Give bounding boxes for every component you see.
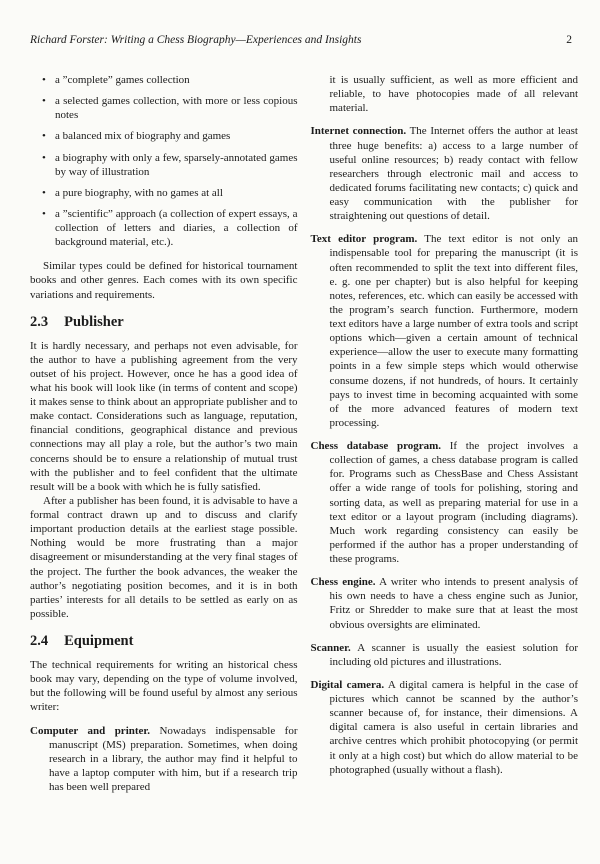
desc-text: A scanner is usually the easiest solution for including old pictures and illustrations. xyxy=(329,641,578,668)
bullet-item: • a pure biography, with no games at all xyxy=(42,186,298,200)
section-heading-publisher xyxy=(30,315,298,331)
section-number: 2.3 xyxy=(30,313,49,330)
desc-text: A writer who intends to present analysis of his own needs to have a chess engine such as Junior, Fritz or Shredder to make sure that at least the most obvious oversights are eliminated. xyxy=(329,576,579,631)
paragraph-similar-types: Similar types could be defined for historical tournament books and other genres. Each comes with its own specific variations and requirements. xyxy=(30,260,298,301)
desc-item-digital-camera xyxy=(311,678,579,777)
page-number: 2 xyxy=(566,34,572,46)
section-heading-equipment xyxy=(30,634,298,650)
desc-term: Internet connection. xyxy=(310,125,407,138)
desc-term: Text editor program. xyxy=(310,233,418,246)
desc-text: A digital camera is helpful in the case of pictures which cannot be scanned by the author’s scanner because of, for instance, their dimensions. A digital camera is also useful in certain libraries and archive centres which prohibit photocopying (or permit it only at a high cost) but which do allow material to be photographed (usually without a flash). xyxy=(329,678,578,776)
desc-item-scanner xyxy=(311,641,579,669)
publisher-paragraph-2: After a publisher has been found, it is advisable to have a formal contract drawn up and to discuss and clarify important production details at the earliest stage possible. Nothing would be more frustrating than a major disagreement or misunderstanding at the very final stages of the project. The further the book advances, the weaker the author’s negotiating position becomes, and it is in both parties’ interests for all details to be settled as early on as possible. xyxy=(30,494,298,620)
bullet-item: • a ”scientific” approach (a collection of expert essays, a collection of letters and diaries, a collection of background material, etc.). xyxy=(42,207,298,249)
section-title: Publisher xyxy=(64,313,124,330)
section-title: Equipment xyxy=(64,633,134,650)
desc-item-chess-database-program xyxy=(311,439,579,566)
bullet-item: • a ”complete” games collection xyxy=(42,73,298,87)
running-header-title: Richard Forster: Writing a Chess Biography—Experiences and Insights xyxy=(30,34,362,46)
desc-item-chess-engine xyxy=(311,575,579,632)
desc-term: Scanner. xyxy=(310,641,351,654)
bullet-item: • a biography with only a few, sparsely-annotated games by way of illustration xyxy=(42,151,298,179)
desc-text: The text editor is not only an indispensable tool for preparing the manuscript (it is often recommended to split the text into different files, e. g. one per chapter) but is also helpful for keeping notes, references, etc. which can easily be accessed with the program’s search function. Furthermore, modern text editors have a large number of extra tools and script options which—given a certain amount of technical experience—allow the user to execute many formatting points in a few simple steps which would otherwise consume dozens, if not hundreds, of hours. It certainly pays to invest time in becoming acquainted with some of the more advanced features of modern text processing. xyxy=(329,233,579,429)
desc-term: Digital camera. xyxy=(310,678,385,691)
bullet-item: • a balanced mix of biography and games xyxy=(42,129,298,143)
equipment-intro-paragraph: The technical requirements for writing an historical chess book may vary, depending on the type of volume involved, but the following will be found useful by almost any serious writer: xyxy=(30,659,298,714)
desc-item-internet-connection xyxy=(311,124,579,223)
right-column xyxy=(311,73,579,794)
desc-term: Computer and printer. xyxy=(30,724,151,737)
desc-text: If the project involves a collection of games, a chess database program is called for. Programs such as ChessBase and Chess Assistant offer a wide range of tools for polishing, storing and sorting data, as well as preparing material for use in a text editor or a layout program (including diagrams). Much work regarding consistency can easily be performed if the author has a proper understanding of these programs. xyxy=(329,440,578,565)
desc-term: Chess database program. xyxy=(310,440,442,452)
desc-item-computer-and-printer xyxy=(30,724,298,795)
left-column xyxy=(30,73,298,794)
desc-item-text-editor-program xyxy=(311,232,579,430)
desc-text: Nowadays indispensable for manuscript (MS) preparation. Sometimes, when doing research in a library, the author may find it helpful to have a laptop computer with him, but if a research trip has been well prepared xyxy=(49,724,298,793)
bullet-item: • a selected games collection, with more or less copious notes xyxy=(42,94,298,122)
two-column-body xyxy=(30,73,578,794)
book-type-bullet-list xyxy=(30,73,298,249)
desc-term: Chess engine. xyxy=(310,576,376,589)
publisher-paragraph-1: It is hardly necessary, and perhaps not even advisable, for the author to have a publishing agreement from the very outset of his project. However, once he has a good idea of what his book will look like (in terms of content and scope) it makes sense to think about an appropriate publisher and to make contact. Considerations such as language, reputation, financial conditions, geographical distance and previous connections may all play a role, but the author’s two main concerns should be to ensure a relationship of mutual trust with the publisher and to feel confident that the ultimate result will be a book with which he is fully satisfied. xyxy=(30,339,298,493)
continuation-paragraph: it is usually sufficient, as well as more efficient and reliable, to have photocopies made of all relevant material. xyxy=(329,74,578,115)
section-number: 2.4 xyxy=(30,633,49,650)
desc-text: The Internet offers the author at least three huge benefits: a) access to a large number of useful online resources; b) ready contact with fellow researchers through electronic mail and access to dedicated forums facilitating new contacts; c) quick and easy communication with the publisher for straightening out questions of detail. xyxy=(329,125,578,223)
running-header xyxy=(30,34,578,46)
